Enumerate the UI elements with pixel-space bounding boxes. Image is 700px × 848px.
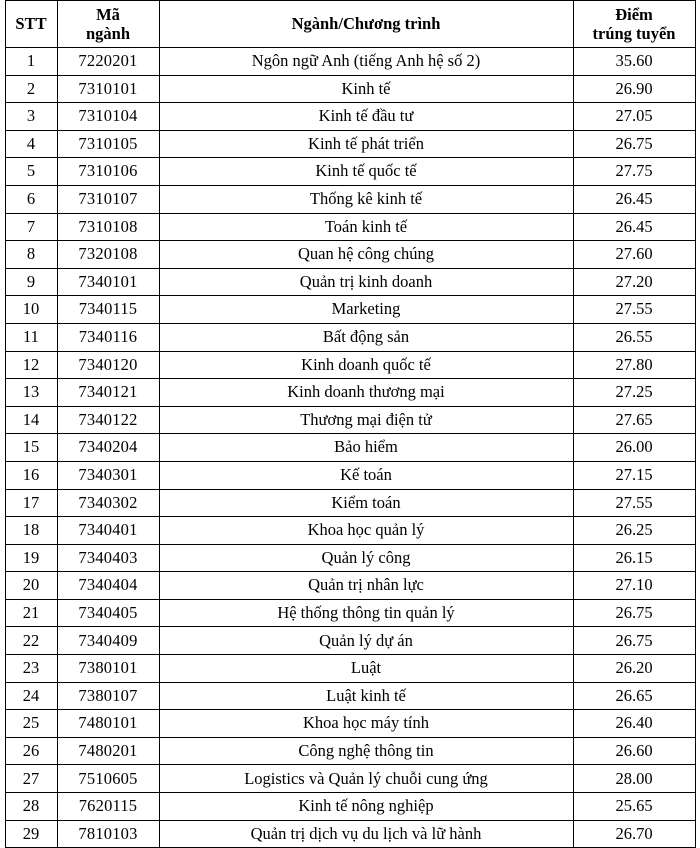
cell-stt: 6 — [5, 185, 57, 213]
cell-stt: 7 — [5, 213, 57, 241]
table-row — [5, 820, 695, 848]
cell-ma-nganh: 7310107 — [57, 185, 159, 213]
cell-diem-trung-tuyen: 26.40 — [573, 710, 695, 738]
table-row — [5, 351, 695, 379]
cell-stt: 19 — [5, 544, 57, 572]
cell-diem-trung-tuyen: 26.70 — [573, 820, 695, 848]
cell-nganh-chuong-trinh: Quản lý công — [159, 544, 573, 572]
cell-diem-trung-tuyen: 27.25 — [573, 379, 695, 407]
table-row — [5, 572, 695, 600]
cell-ma-nganh: 7480201 — [57, 737, 159, 765]
cell-stt: 25 — [5, 710, 57, 738]
cell-stt: 11 — [5, 323, 57, 351]
cell-ma-nganh: 7810103 — [57, 820, 159, 848]
cell-nganh-chuong-trinh: Kinh tế quốc tế — [159, 158, 573, 186]
cell-stt: 26 — [5, 737, 57, 765]
cell-ma-nganh: 7340302 — [57, 489, 159, 517]
cell-diem-trung-tuyen: 27.55 — [573, 296, 695, 324]
table-row — [5, 296, 695, 324]
cell-diem-trung-tuyen: 27.65 — [573, 406, 695, 434]
cell-ma-nganh: 7340115 — [57, 296, 159, 324]
cell-nganh-chuong-trinh: Kinh tế nông nghiệp — [159, 793, 573, 821]
cell-nganh-chuong-trinh: Quản trị kinh doanh — [159, 268, 573, 296]
cell-diem-trung-tuyen: 26.20 — [573, 655, 695, 683]
cell-diem-trung-tuyen: 26.65 — [573, 682, 695, 710]
cell-stt: 3 — [5, 103, 57, 131]
table-row — [5, 434, 695, 462]
table-row — [5, 517, 695, 545]
table-row — [5, 185, 695, 213]
column-header-ma-nganh-line1: Mã — [96, 4, 120, 24]
table-row — [5, 241, 695, 269]
table-row — [5, 406, 695, 434]
cell-ma-nganh: 7340120 — [57, 351, 159, 379]
cell-ma-nganh: 7310105 — [57, 130, 159, 158]
table-body — [5, 48, 695, 848]
cell-diem-trung-tuyen: 26.75 — [573, 130, 695, 158]
cell-ma-nganh: 7620115 — [57, 793, 159, 821]
cell-stt: 15 — [5, 434, 57, 462]
table-row — [5, 710, 695, 738]
cell-nganh-chuong-trinh: Thương mại điện tử — [159, 406, 573, 434]
cell-nganh-chuong-trinh: Quan hệ công chúng — [159, 241, 573, 269]
table-row — [5, 599, 695, 627]
cell-nganh-chuong-trinh: Bảo hiểm — [159, 434, 573, 462]
cell-stt: 12 — [5, 351, 57, 379]
cell-stt: 1 — [5, 48, 57, 76]
column-header-ma-nganh-line2: ngành — [85, 24, 131, 43]
cell-stt: 16 — [5, 461, 57, 489]
cell-ma-nganh: 7380101 — [57, 655, 159, 683]
cell-stt: 8 — [5, 241, 57, 269]
cell-nganh-chuong-trinh: Luật — [159, 655, 573, 683]
cell-nganh-chuong-trinh: Quản trị dịch vụ du lịch và lữ hành — [159, 820, 573, 848]
cell-nganh-chuong-trinh: Kinh tế — [159, 75, 573, 103]
cell-nganh-chuong-trinh: Kiểm toán — [159, 489, 573, 517]
cell-nganh-chuong-trinh: Luật kinh tế — [159, 682, 573, 710]
cell-nganh-chuong-trinh: Kế toán — [159, 461, 573, 489]
cell-ma-nganh: 7340121 — [57, 379, 159, 407]
cell-ma-nganh: 7340401 — [57, 517, 159, 545]
cell-diem-trung-tuyen: 35.60 — [573, 48, 695, 76]
cell-diem-trung-tuyen: 26.00 — [573, 434, 695, 462]
cell-diem-trung-tuyen: 27.80 — [573, 351, 695, 379]
cell-nganh-chuong-trinh: Khoa học máy tính — [159, 710, 573, 738]
cell-nganh-chuong-trinh: Kinh doanh quốc tế — [159, 351, 573, 379]
table-row — [5, 489, 695, 517]
cell-ma-nganh: 7310106 — [57, 158, 159, 186]
column-header-diem-line1: Điểm — [615, 4, 653, 24]
cell-nganh-chuong-trinh: Hệ thống thông tin quản lý — [159, 599, 573, 627]
cell-ma-nganh: 7320108 — [57, 241, 159, 269]
admission-scores-table — [5, 0, 696, 848]
table-row — [5, 158, 695, 186]
cell-nganh-chuong-trinh: Ngôn ngữ Anh (tiếng Anh hệ số 2) — [159, 48, 573, 76]
cell-ma-nganh: 7340403 — [57, 544, 159, 572]
cell-diem-trung-tuyen: 26.75 — [573, 599, 695, 627]
table-row — [5, 323, 695, 351]
cell-diem-trung-tuyen: 26.60 — [573, 737, 695, 765]
cell-nganh-chuong-trinh: Logistics và Quản lý chuỗi cung ứng — [159, 765, 573, 793]
table-row — [5, 268, 695, 296]
cell-diem-trung-tuyen: 27.15 — [573, 461, 695, 489]
cell-stt: 22 — [5, 627, 57, 655]
cell-nganh-chuong-trinh: Quản lý dự án — [159, 627, 573, 655]
cell-nganh-chuong-trinh: Kinh tế phát triển — [159, 130, 573, 158]
cell-ma-nganh: 7310101 — [57, 75, 159, 103]
cell-nganh-chuong-trinh: Quản trị nhân lực — [159, 572, 573, 600]
cell-diem-trung-tuyen: 26.90 — [573, 75, 695, 103]
table-row — [5, 48, 695, 76]
table-row — [5, 793, 695, 821]
cell-ma-nganh: 7340405 — [57, 599, 159, 627]
cell-ma-nganh: 7340404 — [57, 572, 159, 600]
cell-nganh-chuong-trinh: Thống kê kinh tế — [159, 185, 573, 213]
cell-stt: 2 — [5, 75, 57, 103]
cell-stt: 9 — [5, 268, 57, 296]
cell-nganh-chuong-trinh: Marketing — [159, 296, 573, 324]
cell-stt: 28 — [5, 793, 57, 821]
cell-diem-trung-tuyen: 26.55 — [573, 323, 695, 351]
cell-stt: 23 — [5, 655, 57, 683]
cell-ma-nganh: 7340101 — [57, 268, 159, 296]
cell-stt: 29 — [5, 820, 57, 848]
table-row — [5, 130, 695, 158]
table-row — [5, 379, 695, 407]
table-row — [5, 544, 695, 572]
cell-nganh-chuong-trinh: Kinh tế đầu tư — [159, 103, 573, 131]
table-row — [5, 682, 695, 710]
cell-stt: 27 — [5, 765, 57, 793]
cell-diem-trung-tuyen: 26.45 — [573, 213, 695, 241]
cell-stt: 20 — [5, 572, 57, 600]
cell-stt: 4 — [5, 130, 57, 158]
cell-nganh-chuong-trinh: Toán kinh tế — [159, 213, 573, 241]
cell-ma-nganh: 7220201 — [57, 48, 159, 76]
table-row — [5, 765, 695, 793]
cell-nganh-chuong-trinh: Bất động sản — [159, 323, 573, 351]
cell-stt: 17 — [5, 489, 57, 517]
cell-stt: 5 — [5, 158, 57, 186]
cell-nganh-chuong-trinh: Công nghệ thông tin — [159, 737, 573, 765]
cell-diem-trung-tuyen: 26.45 — [573, 185, 695, 213]
cell-ma-nganh: 7380107 — [57, 682, 159, 710]
column-header-diem-trung-tuyen — [573, 1, 695, 48]
table-row — [5, 103, 695, 131]
cell-ma-nganh: 7340301 — [57, 461, 159, 489]
cell-stt: 21 — [5, 599, 57, 627]
cell-diem-trung-tuyen: 27.05 — [573, 103, 695, 131]
table-row — [5, 627, 695, 655]
cell-ma-nganh: 7310108 — [57, 213, 159, 241]
cell-diem-trung-tuyen: 26.25 — [573, 517, 695, 545]
cell-diem-trung-tuyen: 27.10 — [573, 572, 695, 600]
cell-diem-trung-tuyen: 26.15 — [573, 544, 695, 572]
cell-ma-nganh: 7340116 — [57, 323, 159, 351]
cell-stt: 13 — [5, 379, 57, 407]
cell-diem-trung-tuyen: 27.20 — [573, 268, 695, 296]
table-row — [5, 655, 695, 683]
table-row — [5, 213, 695, 241]
cell-ma-nganh: 7340122 — [57, 406, 159, 434]
cell-diem-trung-tuyen: 26.75 — [573, 627, 695, 655]
cell-ma-nganh: 7340204 — [57, 434, 159, 462]
cell-diem-trung-tuyen: 27.55 — [573, 489, 695, 517]
cell-ma-nganh: 7510605 — [57, 765, 159, 793]
cell-ma-nganh: 7340409 — [57, 627, 159, 655]
cell-diem-trung-tuyen: 27.75 — [573, 158, 695, 186]
column-header-diem-line2: trúng tuyển — [592, 24, 676, 43]
table-header-row — [5, 1, 695, 48]
cell-nganh-chuong-trinh: Kinh doanh thương mại — [159, 379, 573, 407]
column-header-ma-nganh — [57, 1, 159, 48]
cell-diem-trung-tuyen: 27.60 — [573, 241, 695, 269]
cell-diem-trung-tuyen: 25.65 — [573, 793, 695, 821]
cell-ma-nganh: 7480101 — [57, 710, 159, 738]
cell-diem-trung-tuyen: 28.00 — [573, 765, 695, 793]
table-header — [5, 1, 695, 48]
cell-nganh-chuong-trinh: Khoa học quản lý — [159, 517, 573, 545]
cell-stt: 24 — [5, 682, 57, 710]
table-row — [5, 75, 695, 103]
column-header-nganh-chuong-trinh: Ngành/Chương trình — [159, 1, 573, 48]
column-header-stt: STT — [5, 1, 57, 48]
cell-ma-nganh: 7310104 — [57, 103, 159, 131]
cell-stt: 10 — [5, 296, 57, 324]
table-row — [5, 461, 695, 489]
cell-stt: 18 — [5, 517, 57, 545]
table-row — [5, 737, 695, 765]
cell-stt: 14 — [5, 406, 57, 434]
